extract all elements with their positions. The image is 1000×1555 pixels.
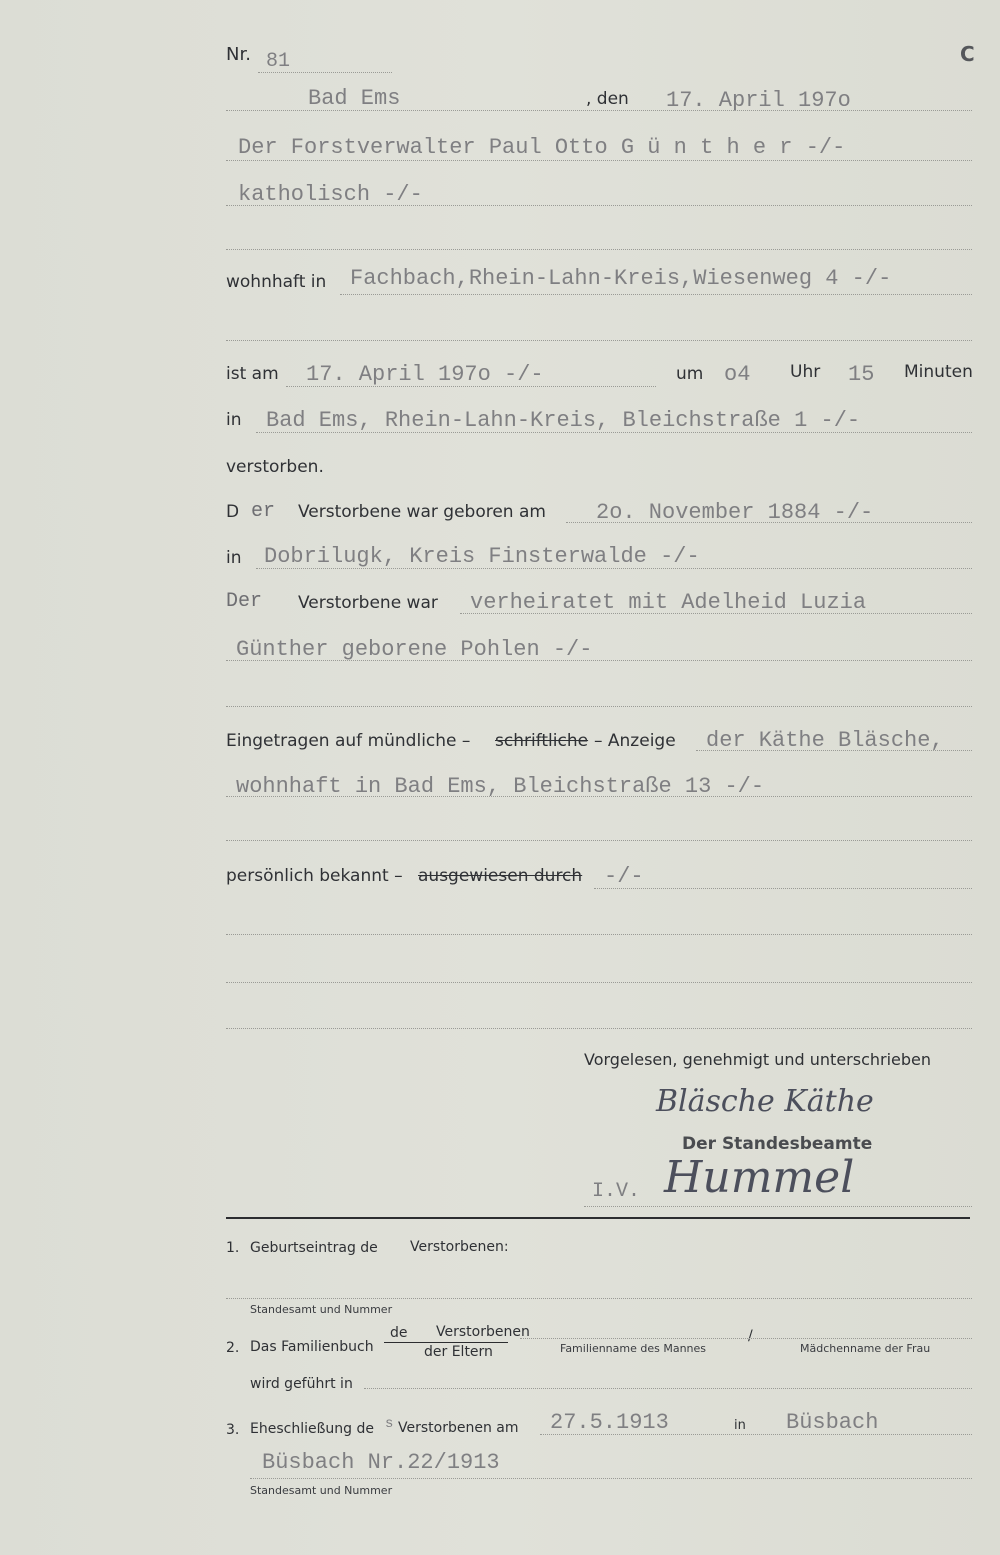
religion: katholisch -/- — [238, 182, 423, 207]
dotted-line — [226, 205, 972, 206]
dotted-line — [340, 294, 972, 295]
marriage-date: 27.5.1913 — [550, 1410, 669, 1435]
in-label: in — [226, 410, 242, 430]
dotted-line — [566, 522, 972, 523]
official-signature: Hummel — [664, 1152, 855, 1203]
dotted-line — [256, 568, 972, 569]
iv-label: I.V. — [592, 1180, 641, 1203]
section-rule — [226, 1217, 970, 1219]
marriage-place: Büsbach — [786, 1410, 879, 1435]
dotted-line — [696, 750, 972, 751]
item3-number: 3. — [226, 1422, 240, 1438]
death-place: Bad Ems, Rhein-Lahn-Kreis, Bleichstraße 1 -/- — [266, 408, 861, 433]
dotted-line — [226, 660, 972, 661]
item2-caption-mann: Familienname des Mannes — [560, 1342, 707, 1355]
item2-slash: / — [748, 1328, 753, 1344]
anzeige-label: – Anzeige — [594, 731, 676, 751]
death-hour: o4 — [724, 362, 751, 387]
item3-s: s — [385, 1416, 394, 1432]
dotted-line — [584, 1206, 972, 1207]
item2-wird: wird geführt in — [250, 1376, 353, 1392]
registry-place: Bad Ems — [308, 86, 401, 111]
bekannt-label: persönlich bekannt – — [226, 866, 403, 886]
item2-option-2: der Eltern — [424, 1344, 493, 1360]
dotted-line — [226, 706, 972, 707]
deceased-name: Der Forstverwalter Paul Otto G ü n t h e r -/- — [238, 135, 846, 160]
uhr-label: Uhr — [790, 362, 821, 382]
dotted-line — [226, 840, 972, 841]
verstorben-label: verstorben. — [226, 457, 324, 477]
corner-letter: C — [960, 42, 975, 66]
item1-value: Verstorbenen: — [410, 1239, 509, 1255]
identity-value: -/- — [604, 864, 644, 889]
item1-number: 1. — [226, 1240, 240, 1256]
item2-label: Das Familienbuch — [250, 1339, 374, 1355]
item2-caption-frau: Mädchenname der Frau — [800, 1342, 931, 1355]
item1-label: Geburtseintrag de — [250, 1240, 378, 1256]
d-label: D — [226, 502, 240, 522]
um-label: um — [676, 364, 704, 384]
standesbeamte-label: Der Standesbeamte — [682, 1134, 873, 1154]
dotted-line — [258, 72, 392, 73]
item3-label: Eheschließung de — [250, 1421, 374, 1437]
informant-line-2: wohnhaft in Bad Ems, Bleichstraße 13 -/- — [236, 774, 765, 799]
schriftliche-struck: schriftliche — [495, 731, 589, 751]
fraction-line — [384, 1342, 508, 1343]
dotted-line — [594, 888, 972, 889]
birth-date: 2o. November 1884 -/- — [596, 500, 874, 525]
dotted-line — [226, 249, 972, 250]
death-date: 17. April 197o -/- — [306, 362, 544, 387]
vorgelesen-text: Vorgelesen, genehmigt und unterschrieben — [584, 1050, 932, 1069]
residence-label: wohnhaft in — [226, 272, 327, 292]
item3-in: in — [734, 1418, 746, 1433]
dotted-line — [226, 1028, 972, 1029]
dotted-line — [540, 1434, 972, 1435]
item2-option-1: Verstorbenen — [436, 1324, 530, 1340]
birth-place: Dobrilugk, Kreis Finsterwalde -/- — [264, 544, 700, 569]
registry-date: 17. April 197o — [666, 88, 851, 113]
dotted-line — [226, 934, 972, 935]
item3-caption: Standesamt und Nummer — [250, 1484, 393, 1497]
informant-signature: Bläsche Käthe — [656, 1084, 874, 1119]
nr-label: Nr. — [226, 44, 251, 65]
item2-number: 2. — [226, 1340, 240, 1356]
minuten-label: Minuten — [904, 362, 973, 382]
dotted-line — [286, 386, 656, 387]
death-minutes: 15 — [848, 362, 875, 387]
dotted-line — [460, 613, 972, 614]
item1-caption: Standesamt und Nummer — [250, 1303, 393, 1316]
dotted-line — [226, 1298, 972, 1299]
in-label: in — [226, 548, 242, 568]
eingetragen-label: Eingetragen auf mündliche – — [226, 731, 471, 751]
dotted-line — [520, 1338, 972, 1339]
born-label: Verstorbene war geboren am — [298, 502, 546, 522]
dotted-line — [364, 1388, 972, 1389]
den-label: , den — [586, 89, 629, 109]
residence-value: Fachbach,Rhein-Lahn-Kreis,Wiesenweg 4 -/- — [350, 266, 892, 291]
ausgewiesen-struck: ausgewiesen durch — [418, 866, 583, 886]
dotted-line — [250, 1478, 972, 1479]
item3-label-2: Verstorbenen am — [398, 1420, 519, 1436]
dotted-line — [226, 982, 972, 983]
dotted-line — [226, 796, 972, 797]
item2-de: de — [390, 1325, 408, 1341]
dotted-line — [226, 340, 972, 341]
informant-line-1: der Käthe Bläsche, — [706, 728, 944, 753]
marital-label: Verstorbene war — [298, 593, 438, 613]
dotted-line — [256, 432, 972, 433]
marital-line-2: Günther geborene Pohlen -/- — [236, 637, 593, 662]
marriage-registry: Büsbach Nr.22/1913 — [262, 1450, 500, 1475]
marital-line-1: verheiratet mit Adelheid Luzia — [470, 590, 867, 615]
record-number: 81 — [266, 50, 291, 73]
ist-am-label: ist am — [226, 364, 279, 384]
dotted-line — [226, 110, 972, 111]
dotted-line — [226, 160, 972, 161]
er-suffix: er — [251, 500, 276, 523]
der-prefix: Der — [226, 590, 263, 613]
